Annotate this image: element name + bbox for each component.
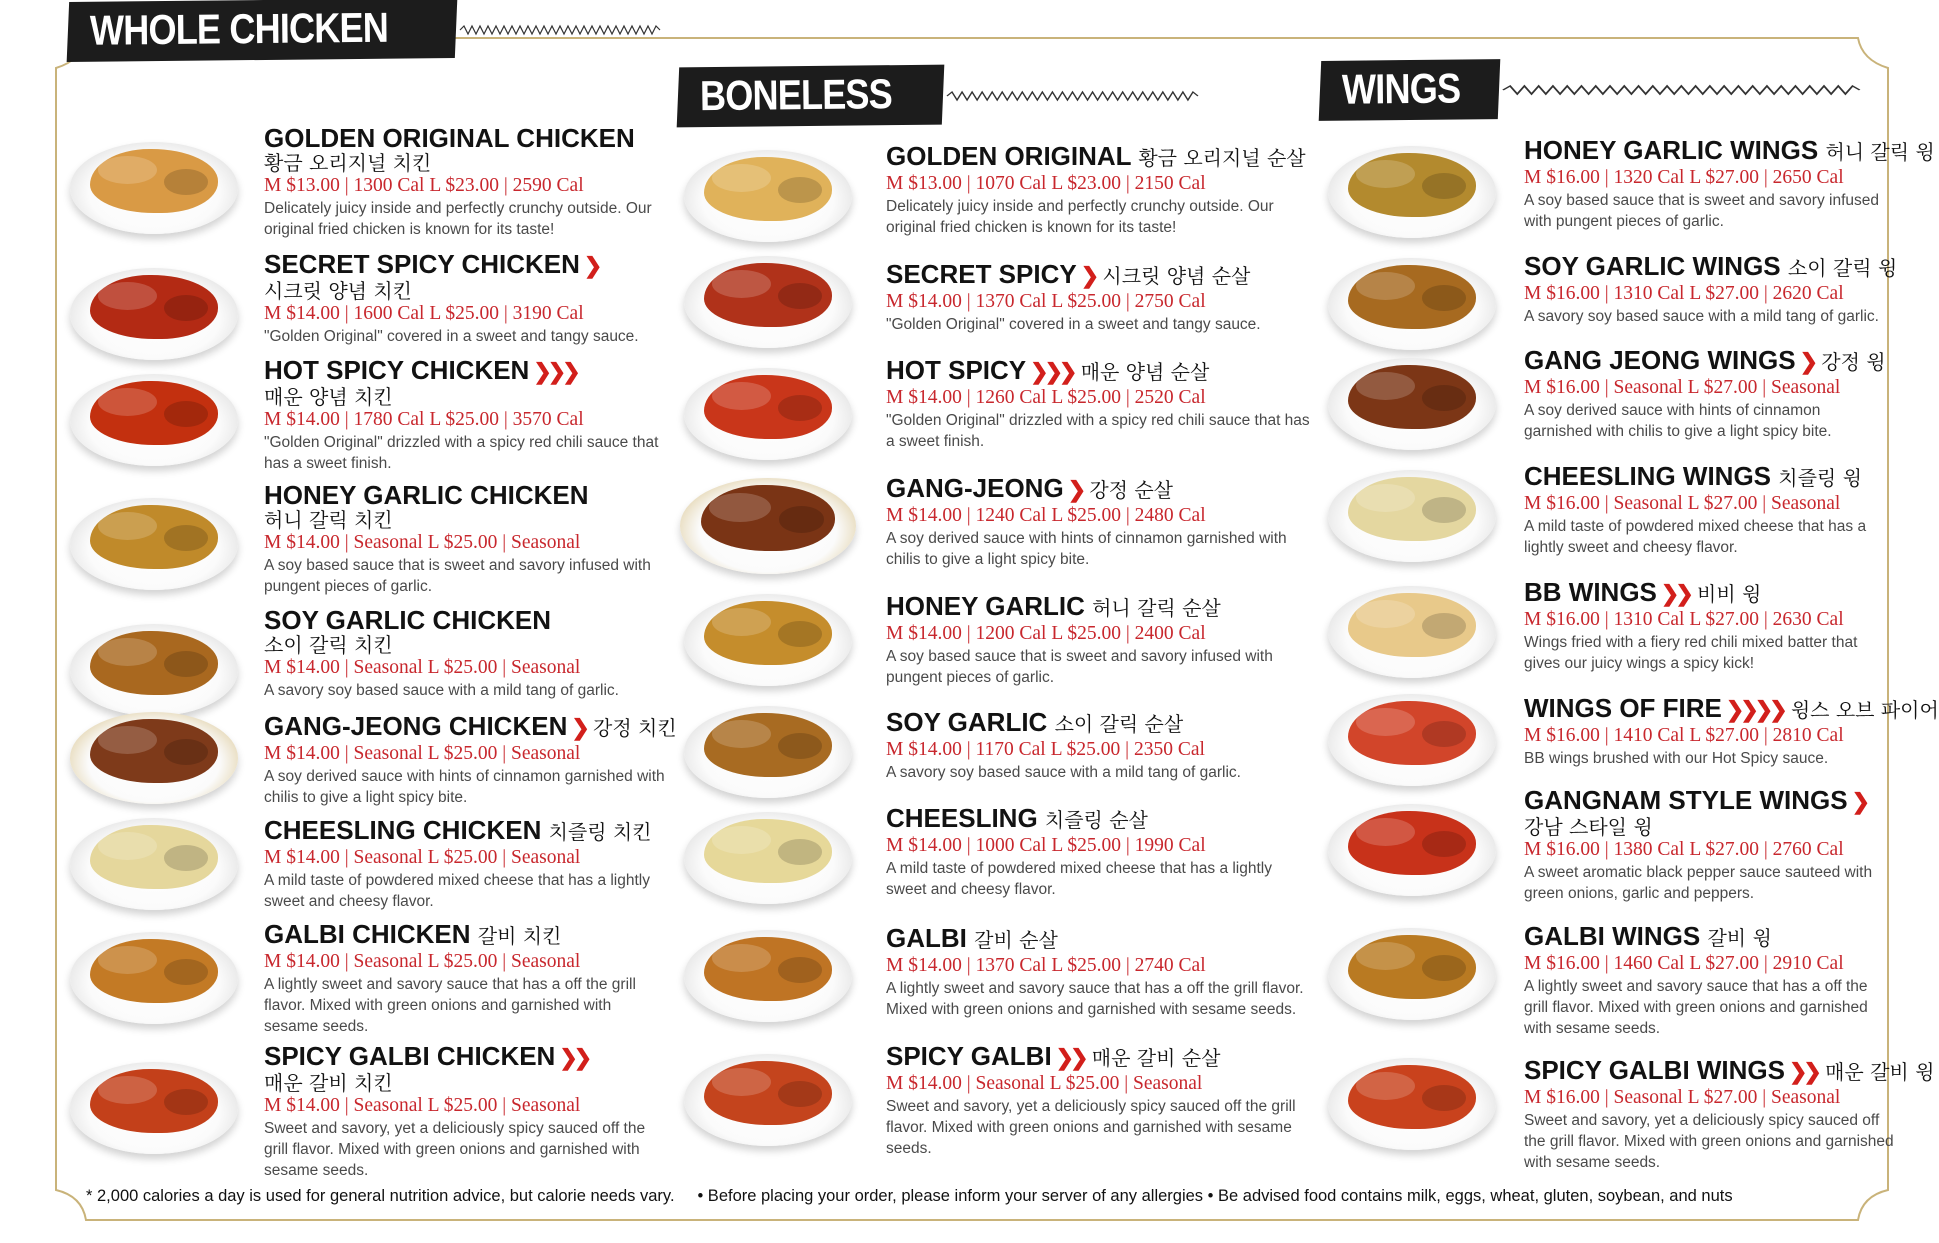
chili-pepper-icon: ❯❯: [1055, 1045, 1085, 1070]
whole-chicken-header: [68, 0, 614, 60]
item-description: Wings fried with a fiery red chili mixed batter that gives our juicy wings a spicy kick!: [1524, 634, 1858, 672]
item-description: A lightly sweet and savory sauce that has a off the grill flavor. Mixed with green onions and garnished with sesame seeds.: [886, 980, 1304, 1018]
menu-item: [264, 356, 664, 474]
menu-item: [1524, 462, 1884, 558]
item-price: M $14.00 | 1240 Cal L $25.00 | 2480 Cal: [886, 505, 1206, 526]
item-korean-name: 매운 양념 순살: [1080, 360, 1210, 384]
boneless-header: [678, 66, 1198, 126]
honey-garlic-chicken-photo: [70, 498, 238, 590]
item-name: GOLDEN ORIGINAL CHICKEN: [264, 123, 635, 153]
boneless-hot-spicy-photo: [684, 368, 852, 460]
item-description: A mild taste of powdered mixed cheese that has a lightly sweet and cheesy flavor.: [886, 860, 1272, 898]
boneless-secret-spicy-photo: [684, 256, 852, 348]
item-korean-name: 매운 갈비 치킨: [264, 1071, 393, 1095]
item-price: M $14.00 | Seasonal L $25.00 | Seasonal: [264, 532, 581, 553]
cheesling-chicken-photo: [70, 818, 238, 910]
item-name: SPICY GALBI WINGS: [1524, 1055, 1785, 1085]
item-description: A soy based sauce that is sweet and savory infused with pungent pieces of garlic.: [886, 648, 1273, 686]
zigzag-divider: [1503, 84, 1860, 96]
menu-item: [264, 816, 684, 912]
zigzag-divider: [947, 90, 1198, 102]
menu-item: [886, 924, 1316, 1020]
item-korean-name: 강정 윙: [1821, 350, 1886, 374]
item-price: M $14.00 | 1370 Cal L $25.00 | 2740 Cal: [886, 955, 1206, 976]
chili-pepper-icon: ❯❯: [1660, 581, 1690, 606]
item-korean-name: 황금 오리지널 치킨: [264, 151, 432, 175]
item-price: M $14.00 | 1170 Cal L $25.00 | 2350 Cal: [886, 739, 1205, 760]
item-name: HONEY GARLIC: [886, 591, 1085, 621]
menu-item: [264, 250, 664, 347]
item-price: M $14.00 | 1370 Cal L $25.00 | 2750 Cal: [886, 291, 1206, 312]
chili-pepper-icon: ❯❯❯: [1030, 359, 1074, 384]
item-description: A soy derived sauce with hints of cinnamon garnished with chilis to give a light spicy bite.: [1524, 402, 1832, 440]
item-name: HOT SPICY CHICKEN: [264, 355, 530, 385]
secret-spicy-chicken-photo: [70, 268, 238, 360]
chili-pepper-icon: ❯❯: [1789, 1059, 1818, 1084]
item-name: GANG-JEONG: [886, 473, 1064, 503]
bb-wings-photo: [1328, 586, 1496, 678]
item-description: A soy derived sauce with hints of cinnamon garnished with chilis to give a light spicy bite.: [886, 530, 1287, 568]
item-price: M $14.00 | Seasonal L $25.00 | Seasonal: [886, 1073, 1203, 1094]
item-name: WINGS OF FIRE: [1524, 693, 1722, 723]
item-price: M $14.00 | 1000 Cal L $25.00 | 1990 Cal: [886, 835, 1206, 856]
galbi-wings-photo: [1328, 928, 1496, 1020]
menu-item: [264, 481, 664, 597]
item-name: CHEESLING WINGS: [1524, 461, 1772, 491]
item-korean-name: 치즐링 윙: [1778, 466, 1862, 490]
gang-jeong-chicken-photo: [70, 712, 238, 804]
item-name: GOLDEN ORIGINAL: [886, 141, 1132, 171]
boneless-honey-garlic-photo: [684, 594, 852, 686]
menu-item: [1524, 1055, 1935, 1173]
menu-item: [1524, 693, 1939, 769]
item-description: A mild taste of powdered mixed cheese that has a lightly sweet and cheesy flavor.: [264, 872, 650, 910]
galbi-chicken-photo: [70, 932, 238, 1024]
menu-item: [264, 1042, 664, 1181]
menu-item: [1524, 346, 1884, 442]
item-name: SECRET SPICY CHICKEN: [264, 249, 580, 279]
item-korean-name: 윙스 오브 파이어: [1790, 698, 1939, 722]
item-name: SOY GARLIC CHICKEN: [264, 605, 551, 635]
item-price: M $14.00 | 1200 Cal L $25.00 | 2400 Cal: [886, 623, 1206, 644]
golden-original-chicken-photo: [70, 142, 238, 234]
menu-item: [264, 606, 664, 701]
item-korean-name: 치즐링 치킨: [548, 820, 652, 844]
item-name: GALBI CHICKEN: [264, 919, 471, 949]
menu-item: [1524, 135, 1935, 232]
item-description: A lightly sweet and savory sauce that has a off the grill flavor. Mixed with green onions and garnished with sesame seeds.: [1524, 978, 1868, 1037]
zigzag-divider: [460, 24, 660, 36]
wings-header: [1320, 60, 1860, 120]
item-korean-name: 강남 스타일 윙: [1524, 815, 1653, 839]
item-korean-name: 강정 치킨: [593, 716, 677, 740]
gangnam-style-wings-photo: [1328, 804, 1496, 896]
item-price: M $16.00 | Seasonal L $27.00 | Seasonal: [1524, 377, 1841, 398]
item-description: Delicately juicy inside and perfectly crunchy outside. Our original fried chicken is known for its taste!: [886, 198, 1274, 236]
item-name: SOY GARLIC: [886, 707, 1048, 737]
item-korean-name: 매운 갈비 순살: [1091, 1046, 1221, 1070]
boneless-soy-garlic-photo: [684, 706, 852, 798]
item-price: M $14.00 | Seasonal L $25.00 | Seasonal: [264, 951, 581, 972]
footer-disclaimer: * 2,000 calories a day is used for general nutrition advice, but calorie needs vary. • Before placing your order, please inform your server of any allergies • Be advised food contains milk, eggs, wheat, gluten, soybean, and nuts: [86, 1187, 1733, 1205]
chili-pepper-icon: ❯: [1851, 789, 1866, 814]
item-korean-name: 치즐링 순살: [1044, 808, 1148, 832]
item-korean-name: 허니 갈릭 윙: [1825, 140, 1935, 164]
menu-item: [264, 124, 664, 240]
spicy-galbi-chicken-photo: [70, 1062, 238, 1154]
item-price: M $16.00 | 1460 Cal L $27.00 | 2910 Cal: [1524, 953, 1844, 974]
item-description: A mild taste of powdered mixed cheese that has a lightly sweet and cheesy flavor.: [1524, 518, 1867, 556]
menu-item: [886, 708, 1316, 783]
item-description: "Golden Original" drizzled with a spicy red chili sauce that has a sweet finish.: [886, 412, 1310, 450]
menu-item: [886, 804, 1316, 900]
item-price: M $16.00 | Seasonal L $27.00 | Seasonal: [1524, 1087, 1841, 1108]
hot-spicy-chicken-photo: [70, 374, 238, 466]
item-name: HONEY GARLIC CHICKEN: [264, 480, 589, 510]
item-korean-name: 매운 양념 치킨: [264, 385, 393, 409]
item-korean-name: 시크릿 양념 순살: [1102, 264, 1251, 288]
item-price: M $16.00 | 1410 Cal L $27.00 | 2810 Cal: [1524, 725, 1844, 746]
menu-item: [886, 260, 1316, 335]
item-korean-name: 소이 갈릭 윙: [1787, 256, 1898, 280]
chili-pepper-icon: ❯❯❯❯: [1725, 697, 1784, 722]
spicy-galbi-wings-photo: [1328, 1058, 1496, 1150]
menu-item: [264, 712, 684, 808]
item-name: HONEY GARLIC WINGS: [1524, 135, 1819, 165]
item-name: HOT SPICY: [886, 355, 1027, 385]
menu-item: [886, 474, 1316, 570]
menu-item: [886, 142, 1316, 238]
item-korean-name: 허니 갈릭 순살: [1092, 596, 1221, 620]
item-name: GANG-JEONG CHICKEN: [264, 711, 568, 741]
item-price: M $14.00 | 1260 Cal L $25.00 | 2520 Cal: [886, 387, 1206, 408]
item-description: A savory soy based sauce with a mild tang of garlic.: [264, 682, 619, 699]
item-name: GALBI WINGS: [1524, 921, 1701, 951]
item-price: M $13.00 | 1070 Cal L $23.00 | 2150 Cal: [886, 173, 1206, 194]
item-name: SPICY GALBI CHICKEN: [264, 1041, 556, 1071]
soy-garlic-wings-photo: [1328, 258, 1496, 350]
item-price: M $14.00 | Seasonal L $25.00 | Seasonal: [264, 1095, 581, 1116]
item-price: M $14.00 | 1600 Cal L $25.00 | 3190 Cal: [264, 303, 584, 324]
item-description: Delicately juicy inside and perfectly crunchy outside. Our original fried chicken is known for its taste!: [264, 200, 652, 238]
item-description: Sweet and savory, yet a deliciously spicy sauced off the grill flavor. Mixed with green onions and garnished with sesame seeds.: [886, 1098, 1296, 1157]
item-korean-name: 황금 오리지널 순살: [1138, 146, 1306, 170]
menu-item: [1524, 922, 1884, 1039]
item-description: A soy based sauce that is sweet and savory infused with pungent pieces of garlic.: [1524, 192, 1879, 230]
menu-item: [886, 592, 1316, 688]
menu-item: [1524, 578, 1884, 674]
item-korean-name: 허니 갈릭 치킨: [264, 508, 393, 532]
boneless-golden-original-photo: [684, 150, 852, 242]
item-korean-name: 시크릿 양념 치킨: [264, 279, 412, 303]
item-price: M $14.00 | Seasonal L $25.00 | Seasonal: [264, 847, 581, 868]
item-price: M $14.00 | 1780 Cal L $25.00 | 3570 Cal: [264, 409, 584, 430]
item-price: M $16.00 | 1310 Cal L $27.00 | 2630 Cal: [1524, 609, 1844, 630]
menu-item: [1524, 786, 1884, 904]
item-price: M $14.00 | Seasonal L $25.00 | Seasonal: [264, 657, 581, 678]
item-name: CHEESLING: [886, 803, 1038, 833]
chili-pepper-icon: ❯: [1799, 349, 1815, 374]
item-name: SECRET SPICY: [886, 259, 1077, 289]
item-name: CHEESLING CHICKEN: [264, 815, 542, 845]
chili-pepper-icon: ❯❯: [559, 1045, 589, 1070]
chili-pepper-icon: ❯: [571, 715, 586, 740]
boneless-gang-jeong-photo: [680, 478, 856, 574]
menu-item: [264, 920, 664, 1037]
item-korean-name: 매운 갈비 윙: [1825, 1060, 1935, 1084]
item-korean-name: 갈비 순살: [974, 928, 1058, 952]
honey-garlic-wings-photo: [1328, 146, 1496, 238]
cheesling-wings-photo: [1328, 470, 1496, 562]
item-description: BB wings brushed with our Hot Spicy sauce.: [1524, 750, 1829, 767]
item-description: Sweet and savory, yet a deliciously spicy sauced off the grill flavor. Mixed with green onions and garnished with sesame seeds.: [1524, 1112, 1894, 1171]
item-price: M $14.00 | Seasonal L $25.00 | Seasonal: [264, 743, 581, 764]
item-price: M $16.00 | 1380 Cal L $27.00 | 2760 Cal: [1524, 839, 1844, 860]
item-korean-name: 갈비 윙: [1707, 926, 1772, 950]
item-name: GALBI: [886, 923, 967, 953]
item-description: A lightly sweet and savory sauce that has a off the grill flavor. Mixed with green onions and garnished with sesame seeds.: [264, 976, 636, 1035]
boneless-cheesling-photo: [684, 812, 852, 904]
menu-item: [886, 1042, 1316, 1159]
item-name: SPICY GALBI: [886, 1041, 1052, 1071]
soy-garlic-chicken-photo: [70, 624, 238, 716]
item-name: GANGNAM STYLE WINGS: [1524, 785, 1848, 815]
item-description: A soy based sauce that is sweet and savory infused with pungent pieces of garlic.: [264, 557, 651, 595]
item-description: "Golden Original" drizzled with a spicy red chili sauce that has a sweet finish.: [264, 434, 659, 472]
gang-jeong-wings-photo: [1328, 358, 1496, 450]
item-name: GANG JEONG WINGS: [1524, 345, 1796, 375]
item-description: A soy derived sauce with hints of cinnamon garnished with chilis to give a light spicy bite.: [264, 768, 665, 806]
item-description: A savory soy based sauce with a mild tang of garlic.: [886, 764, 1241, 781]
boneless-galbi-photo: [684, 930, 852, 1022]
chili-pepper-icon: ❯: [1067, 477, 1083, 502]
boneless-title: BONELESS: [677, 65, 945, 128]
item-korean-name: 비비 윙: [1697, 582, 1762, 606]
item-korean-name: 갈비 치킨: [477, 924, 562, 948]
wings-title: WINGS: [1319, 59, 1501, 121]
item-korean-name: 소이 갈릭 치킨: [264, 633, 393, 657]
item-price: M $16.00 | 1320 Cal L $27.00 | 2650 Cal: [1524, 167, 1844, 188]
item-name: BB WINGS: [1524, 577, 1657, 607]
chili-pepper-icon: ❯: [583, 253, 599, 278]
item-description: "Golden Original" covered in a sweet and tangy sauce.: [264, 328, 639, 345]
item-price: M $13.00 | 1300 Cal L $23.00 | 2590 Cal: [264, 175, 584, 196]
item-name: SOY GARLIC WINGS: [1524, 251, 1781, 281]
item-korean-name: 소이 갈릭 순살: [1054, 712, 1184, 736]
chili-pepper-icon: ❯❯❯: [533, 359, 577, 384]
boneless-spicy-galbi-photo: [684, 1054, 852, 1146]
item-price: M $16.00 | Seasonal L $27.00 | Seasonal: [1524, 493, 1841, 514]
menu-item: [886, 356, 1316, 452]
item-price: M $16.00 | 1310 Cal L $27.00 | 2620 Cal: [1524, 283, 1844, 304]
item-korean-name: 강정 순살: [1089, 478, 1173, 502]
menu-item: [1524, 251, 1898, 327]
item-description: A savory soy based sauce with a mild tang of garlic.: [1524, 308, 1879, 325]
item-description: A sweet aromatic black pepper sauce sauteed with green onions, garlic and peppers.: [1524, 864, 1873, 902]
item-description: "Golden Original" covered in a sweet and tangy sauce.: [886, 316, 1261, 333]
whole-chicken-title: WHOLE CHICKEN: [67, 0, 458, 62]
wings-of-fire-photo: [1328, 694, 1496, 786]
item-description: Sweet and savory, yet a deliciously spicy sauced off the grill flavor. Mixed with green onions and garnished with sesame seeds.: [264, 1120, 646, 1179]
chili-pepper-icon: ❯: [1080, 263, 1096, 288]
